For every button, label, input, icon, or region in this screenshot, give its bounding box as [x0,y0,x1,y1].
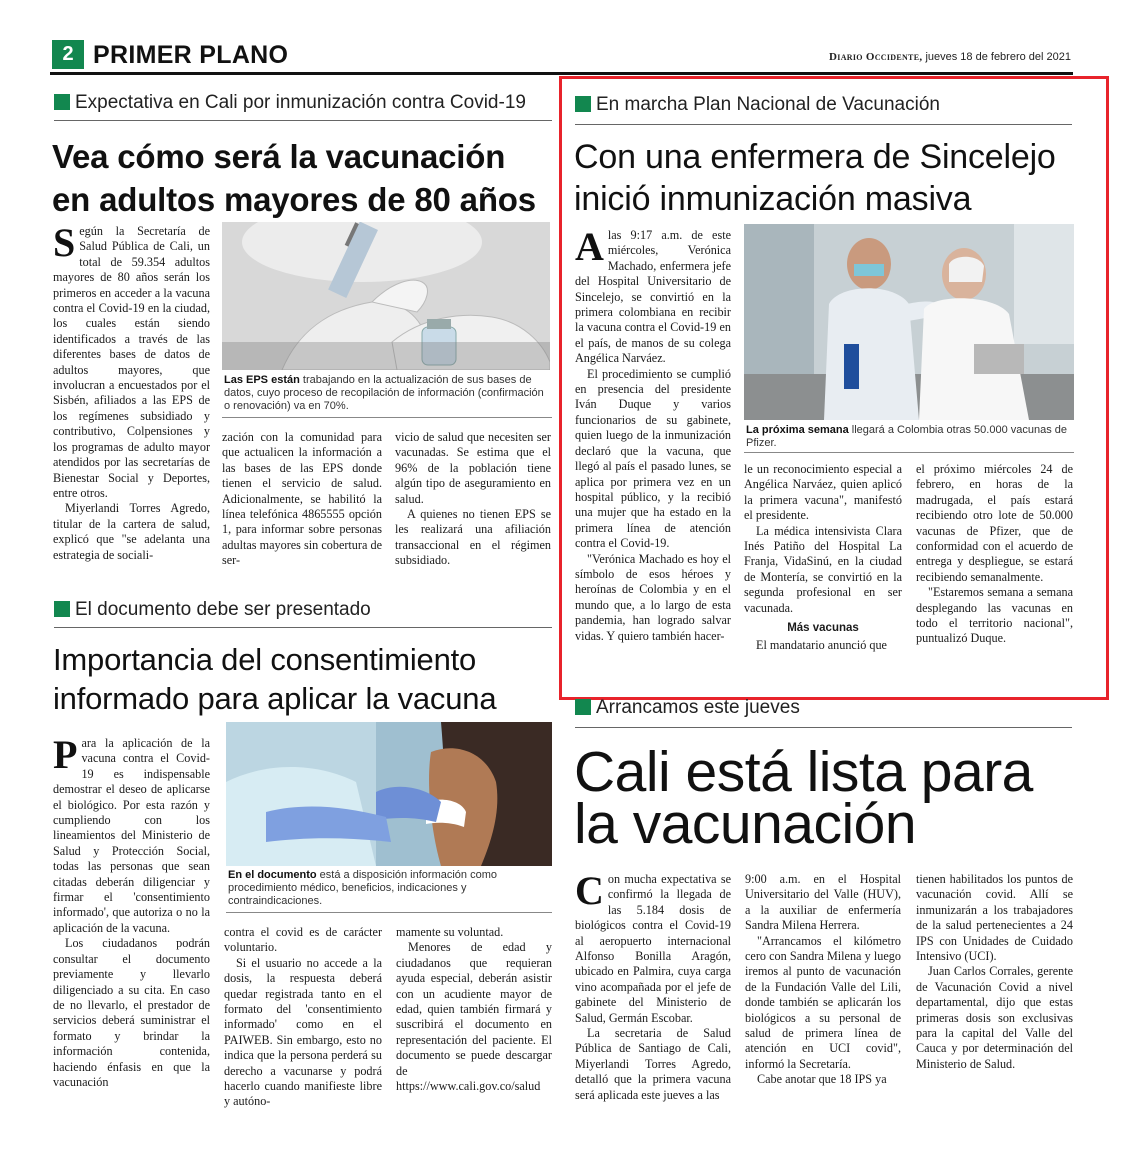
section-square-icon [54,94,70,110]
caption-rule [222,417,552,418]
section-title: PRIMER PLANO [93,41,289,69]
issue-date: jueves 18 de febrero del 2021 [922,51,1071,63]
dropcap: C [575,872,604,913]
article2-column-2: contra el covid es de carácter voluntario. Si el usuario no accede a la dosis, la respuesta deberá quedar registrada tanto en el formato del 'consentimiento informado' como en el PAIWEB. Sin embargo, esto no indica que la persona perderá su derecho a vacunarse y podrá hacerlo cuando manifieste libre y autóno- [224,925,382,1109]
newspaper-name: Diario Occidente, [829,51,923,63]
article3-subhead: Más vacunas [787,622,859,635]
article4-headline: Cali está lista para la vacunación [574,740,1033,856]
caption-rule [744,452,1074,453]
vaccination-arm-photo [226,722,552,866]
article1-column-1: Según la Secretaría de Salud Pública de Cali, un total de 59.354 adultos mayores de 80 años serán los primeros en acceder a la vacuna contra el Covid-19 en la ciudad, los cuales están siendo identificados a través de las diferentes bases de datos de adultos mayores, que involucran a encuestados por el Sisbén, afiliados a las EPS de los regímenes subsidiado y contributivo, Colpensiones y los programas de adulto mayor atendidos por las secretarías de Bienestar Social y Deportes, entre otros. Miyerlandi Torres Agredo, titular de la cartera de salud, explicó que "se adelanta una estrategia de sociali- [53,224,210,562]
dropcap: S [53,224,76,265]
article4-kicker: Arrancamos este jueves [575,697,800,719]
article1-column-2: zación con la comunidad para que actualicen la información a las bases de las EPS donde tienen el servicio de salud. Adicionalmente, se habilitó la línea telefónica 4865555 opción 1, para informar sobre personas adultas mayores sin cobertura de ser- [222,430,382,568]
article1-column-3: vicio de salud que necesiten ser vacunadas. Se estima que el 96% de la población tiene algún tipo de aseguramiento en salud. A quienes no tienen EPS se les realizará una afiliación transaccional en el régimen subsidiado. [395,430,551,568]
article2-headline: Importancia del consentimiento informado para aplicar la vacuna [53,642,497,716]
article3-headline: Con una enfermera de Sincelejo inició inmunización masiva [574,138,1056,218]
section-square-icon [575,699,591,715]
dropcap: A [575,228,604,269]
article1-caption: Las EPS están trabajando en la actualización de sus bases de datos, cuyo proceso de recopilación de información (confirmación o renovación) va en 70%. [224,374,544,412]
article1-kicker: Expectativa en Cali por inmunización contra Covid-19 [54,92,526,114]
article2-column-1: Para la aplicación de la vacuna contra el Covid-19 es indispensable demostrar el deseo de aplicarse el biológico. Por esta razón y cumpliendo con los lineamientos del Ministerio de Salud y Protección Social, todas las personas que sean citadas deberán diligenciar y firmar el 'consentimiento informado', que autoriza o no la aplicación de la vacuna. Los ciudadanos podrán consultar el documento previamente y llevarlo diligenciado a su cita. En caso de no llevarlo, el prestador de servicios deberá suministrar el formato y brindar la información contenida, haciendo énfasis en que la vacunación [53,736,210,1089]
header-rule [50,72,1073,75]
article4-column-3: tienen habilitados los puntos de vacunación covid. Allí se inmunizarán a los trabajadores de la salud pertenecientes a 24 IPS con Unidades de Cuidado Intensivo (UCI). Juan Carlos Corrales, gerente de Vacunación Covid a nivel departamental, dijo que estas primeras dosis son exclusivas para la capital del Valle del Cauca y por determinación del Ministerio de Salud. [916,872,1073,1071]
article2-kicker: El documento debe ser presentado [54,599,371,621]
article1-headline: Vea cómo será la vacunación en adultos mayores de 80 años [52,138,536,218]
article3-column-2: le un reconocimiento especial a Angélica Narváez, quien aplicó la primera vacuna", manifestó el presidente. La médica intensivista Clara Inés Patiño del Hospital La Franja, VidaSinú, en la ciudad de Montería, se convirtió en la segunda profesional en ser vacunada. Más vacunas El mandatario anunció que [744,462,902,653]
caption-rule [226,912,552,913]
article4-column-2: 9:00 a.m. en el Hospital Universitario del Valle (HUV), a la auxiliar de enfermería Sandra Milena Herrera. "Arrancamos el kilómetro cero con Sandra Milena y luego iremos al punto de vacunación de la Fundación Valle del Lili, donde también se aplicarán los biológicos a su personal de salud de primera línea de atención en UCI covid", informó la Secretaría. Cabe anotar que 18 IPS ya [745,872,901,1087]
vaccine-syringe-photo [222,222,550,370]
kicker-rule [575,124,1072,125]
article3-kicker: En marcha Plan Nacional de Vacunación [575,94,940,116]
kicker-rule [54,120,552,121]
kicker-rule [575,727,1072,728]
section-square-icon [575,96,591,112]
president-nurse-photo [744,224,1074,420]
section-square-icon [54,601,70,617]
article2-caption: En el documento está a disposición información como procedimiento médico, beneficios, indicaciones y contraindicaciones. [228,869,497,907]
article3-caption: La próxima semana llegará a Colombia otras 50.000 vacunas de Pfizer. [746,424,1068,449]
page-number: 2 [52,40,84,69]
article2-column-3: mamente su voluntad. Menores de edad y ciudadanos que requieran ayuda especial, deberán asistir con un acudiente mayor de edad, quien también firmará y suscribirá el documento en representación del paciente. El documento se puede descargar de https://www.cali.gov.co/salud [396,925,552,1094]
article3-column-3: el próximo miércoles 24 de febrero, en horas de la madrugada, el país estará recibiendo otro lote de 50.000 vacunas de Pfizer, que de conformidad con el acuerdo de entrega y despliegue, se estará recibiendo semanalmente. "Estaremos semana a semana desplegando las vacunas en todo el territorio nacional", puntualizó Duque. [916,462,1073,646]
dropcap: P [53,736,78,777]
article4-column-1: Con mucha expectativa se confirmó la llegada de las 5.184 dosis de biológicos contra el Covid-19 al aeropuerto internacional Alfonso Bonilla Aragón, ubicado en Palmira, cuya carga vino acompañada por el jefe de gabinete del Ministerio de Salud, Germán Escobar. La secretaria de Salud Pública de Santiago de Cali, Miyerlandi Torres Agredo, detalló que la primera vacuna será aplicada este jueves a las [575,872,731,1102]
masthead-date [829,51,1071,63]
article3-column-1: Alas 9:17 a.m. de este miércoles, Verónica Machado, enfermera jefe del Hospital Universitario de Sincelejo, se convirtió en la primera colombiana en recibir la vacuna contra el Covid-19 en el país, de manos de su colega Angélica Narváez. El procedimiento se cumplió en presencia del presidente Iván Duque y varios funcionarios de su gabinete, quien luego de la inmunización declaró que la vacuna, que llegó al país el pasado lunes, se aplica por primera vez en un hospital público, y la recibió una mujer que ha estado en la primera línea de atención contra el Covid-19. "Verónica Machado es hoy el símbolo de esos héroes y heroínas de Colombia y en el mundo que, a lo largo de esta pandemia, han logrado salvar vidas. Y quiero también hacer- [575,228,731,643]
kicker-rule [54,627,552,628]
